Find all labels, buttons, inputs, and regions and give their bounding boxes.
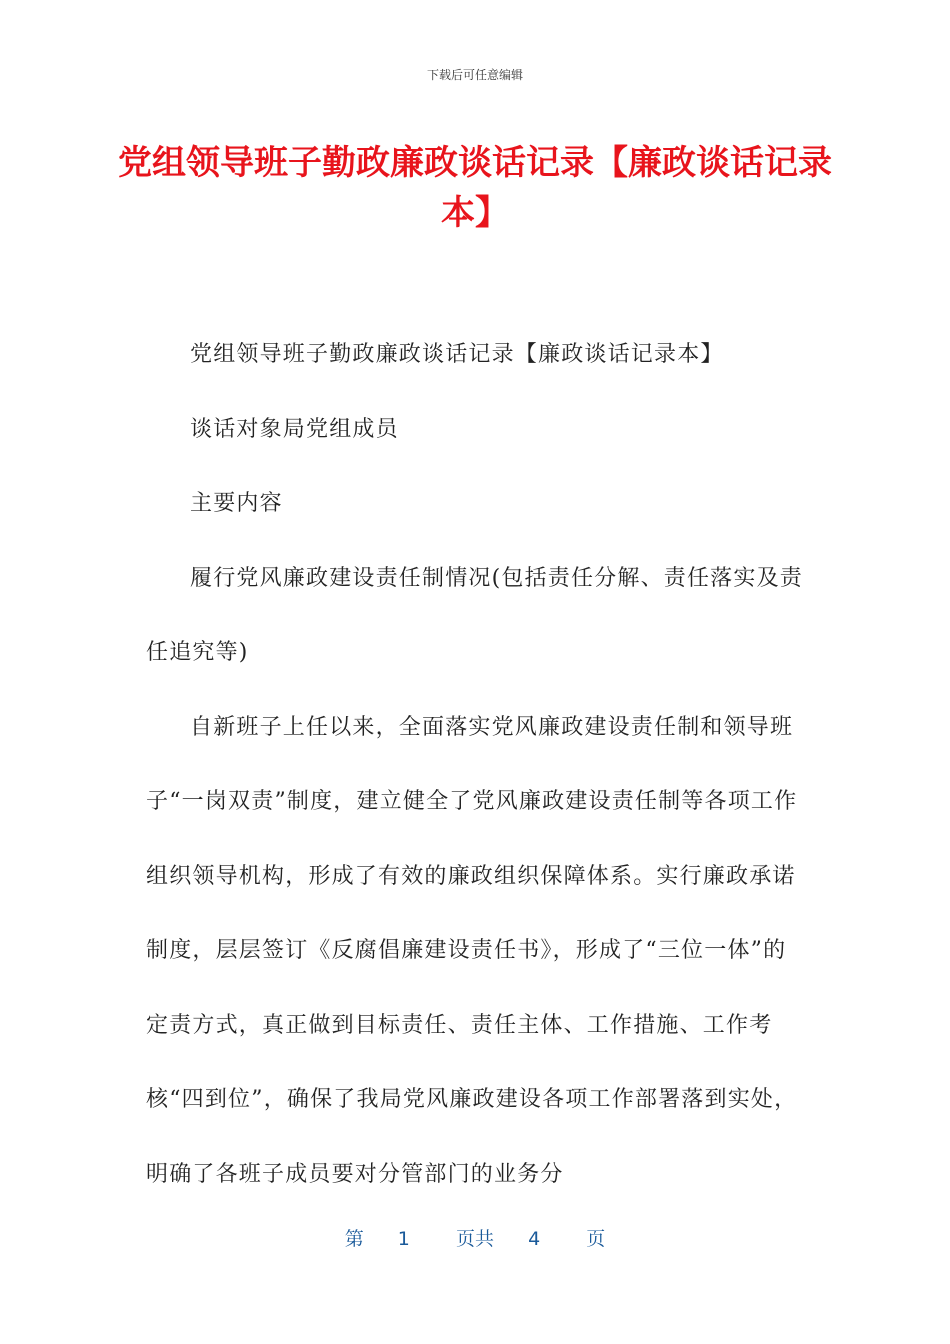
paragraph-main-content-heading: 主要内容 [190, 491, 283, 516]
page-footer [0, 1224, 950, 1251]
paragraph-body: 自新班子上任以来，全面落实党风廉政建设责任制和领导班子“一岗双责”制度，建立健全了党风廉政建设责任制等各项工作组织领导机构，形成了有效的廉政组织保障体系。实行廉政承诺制度，层层签订《反腐倡廉建设责任书》，形成了“三位一体”的定责方式，真正做到目标责任、责任主体、工作措施、工作考核“四到位”，确保了我局党风廉政建设各项工作部署落到实处，明确了各班子成员要对分管部门的业务分 [146, 714, 798, 1187]
document-title: 党组领导班子勤政廉政谈话记录【廉政谈话记录本】 [118, 143, 832, 233]
paragraph-subtitle: 党组领导班子勤政廉政谈话记录【廉政谈话记录本】 [190, 342, 724, 367]
page-label-mid: 页共 [455, 1228, 494, 1250]
page-label-suffix: 页 [586, 1228, 606, 1250]
total-pages-number: 4 [528, 1228, 541, 1250]
paragraph-responsibility-heading: 履行党风廉政建设责任制情况(包括责任分解、责任落实及责任追究等) [146, 565, 803, 665]
page-label-prefix: 第 [344, 1228, 364, 1250]
document-body [146, 318, 806, 1212]
paragraph-interviewee: 谈话对象局党组成员 [190, 416, 399, 442]
current-page-number: 1 [397, 1228, 410, 1250]
header-note: 下载后可任意编辑 [426, 68, 523, 82]
